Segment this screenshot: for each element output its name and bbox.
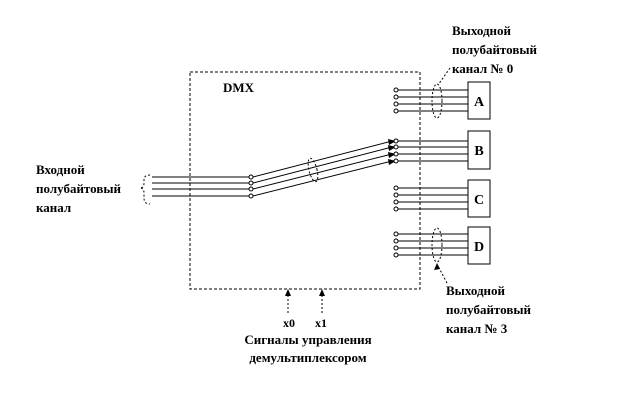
dmx-label: DMX <box>223 80 255 95</box>
channel-box-a <box>468 82 490 119</box>
channel-box-d <box>468 227 490 264</box>
channel-box-b <box>468 131 490 169</box>
output3-label-line-1: Выходной <box>446 283 506 298</box>
channel-box-c <box>468 180 490 217</box>
input-bus-nodes <box>249 175 253 198</box>
channel-d-nodes <box>394 232 398 257</box>
control-caption-line-2: демультиплексором <box>249 350 367 365</box>
input-label-line-1: Входной <box>36 162 85 177</box>
output3-pointer-arrow <box>434 263 440 270</box>
channel-a-label: A <box>473 95 485 110</box>
input-channel-label <box>36 162 121 215</box>
channel-b-nodes <box>394 139 398 163</box>
output0-label-line-2: полубайтовый <box>452 42 537 57</box>
output0-pointer <box>438 68 450 85</box>
control-caption <box>244 332 371 365</box>
output3-label-line-3: канал № 3 <box>446 321 508 336</box>
x0-label: x0 <box>283 316 295 330</box>
channel-a-bus-marker <box>432 84 442 118</box>
channel-a-nodes <box>394 88 398 113</box>
channel-c-label: C <box>473 193 485 208</box>
dmx-boundary <box>190 72 420 289</box>
channel-b-label: B <box>474 144 484 159</box>
output0-label-line-3: канал № 0 <box>452 61 514 76</box>
output-channel-3-label <box>446 283 531 336</box>
x1-label: x1 <box>315 316 327 330</box>
output0-label-line-1: Выходной <box>452 23 512 38</box>
routing-bus <box>253 141 392 196</box>
input-label-line-2: полубайтовый <box>36 181 121 196</box>
channel-d-bus-marker <box>432 228 442 262</box>
output3-label-line-2: полубайтовый <box>446 302 531 317</box>
channel-b-lines <box>396 141 468 161</box>
input-bus <box>152 177 250 196</box>
input-label-line-3: канал <box>36 200 72 215</box>
input-brace <box>140 175 150 204</box>
control-x1 <box>315 289 327 330</box>
channel-c-nodes <box>394 186 398 211</box>
channel-c-lines <box>396 188 468 209</box>
channel-d-label: D <box>473 240 485 255</box>
output-channel-0-label <box>452 23 537 76</box>
control-caption-line-1: Сигналы управления <box>244 332 372 347</box>
control-x0 <box>283 289 295 330</box>
